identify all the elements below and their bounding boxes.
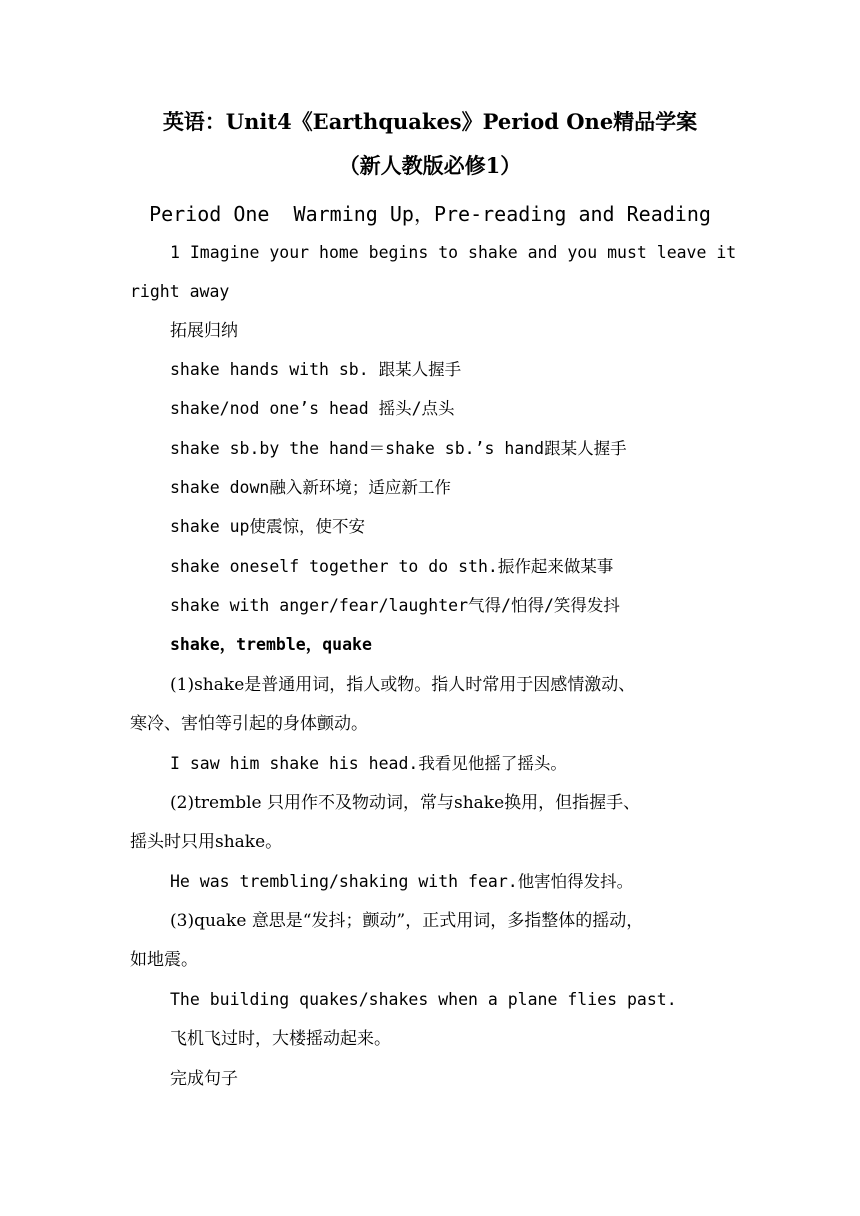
comparison-heading: shake，tremble，quake <box>170 635 372 654</box>
section-label: 完成句子 <box>170 1069 238 1089</box>
document-title: 英语：Unit4《Earthquakes》Period One精品学案 <box>162 109 698 134</box>
paragraph-line: (3)quake 意思是“发抖；颤动”，正式用词，多指整体的摇动， <box>170 911 644 931</box>
phrase-item: shake/nod one’s head 摇头/点头 <box>170 399 455 418</box>
paragraph-line: (2)tremble 只用作不及物动词，常与shake换用，但指握手、 <box>170 793 641 813</box>
phrase-item: shake with anger/fear/laughter气得/怕得/笑得发抖 <box>170 596 620 615</box>
example-sentence: He was trembling/shaking with fear.他害怕得发抖。 <box>170 872 634 891</box>
paragraph-line: 如地震。 <box>130 950 198 970</box>
example-translation: 飞机飞过时，大楼摇动起来。 <box>170 1029 391 1049</box>
paragraph-line: 寒冷、害怕等引起的身体颤动。 <box>130 714 368 734</box>
section-label: 拓展归纳 <box>170 321 238 341</box>
phrase-item: shake oneself together to do sth.振作起来做某事 <box>170 557 614 576</box>
paragraph-line: 1 Imagine your home begins to shake and you must leave it <box>170 243 737 262</box>
example-sentence: I saw him shake his head.我看见他摇了摇头。 <box>170 754 567 773</box>
section-heading: Period One Warming Up，Pre-reading and Reading <box>149 202 711 226</box>
phrase-item: shake down融入新环境；适应新工作 <box>170 478 451 497</box>
phrase-item: shake sb.by the hand＝shake sb.’s hand跟某人握手 <box>170 439 627 458</box>
paragraph-line: (1)shake是普通用词，指人或物。指人时常用于因感情激动、 <box>170 675 636 695</box>
phrase-item: shake up使震惊，使不安 <box>170 517 365 536</box>
phrase-item: shake hands with sb. 跟某人握手 <box>170 360 462 379</box>
example-sentence: The building quakes/shakes when a plane flies past. <box>170 990 677 1009</box>
paragraph-line: 摇头时只用shake。 <box>130 832 283 852</box>
paragraph-line: right away <box>130 282 230 301</box>
document-subtitle: （新人教版必修1） <box>338 153 522 178</box>
